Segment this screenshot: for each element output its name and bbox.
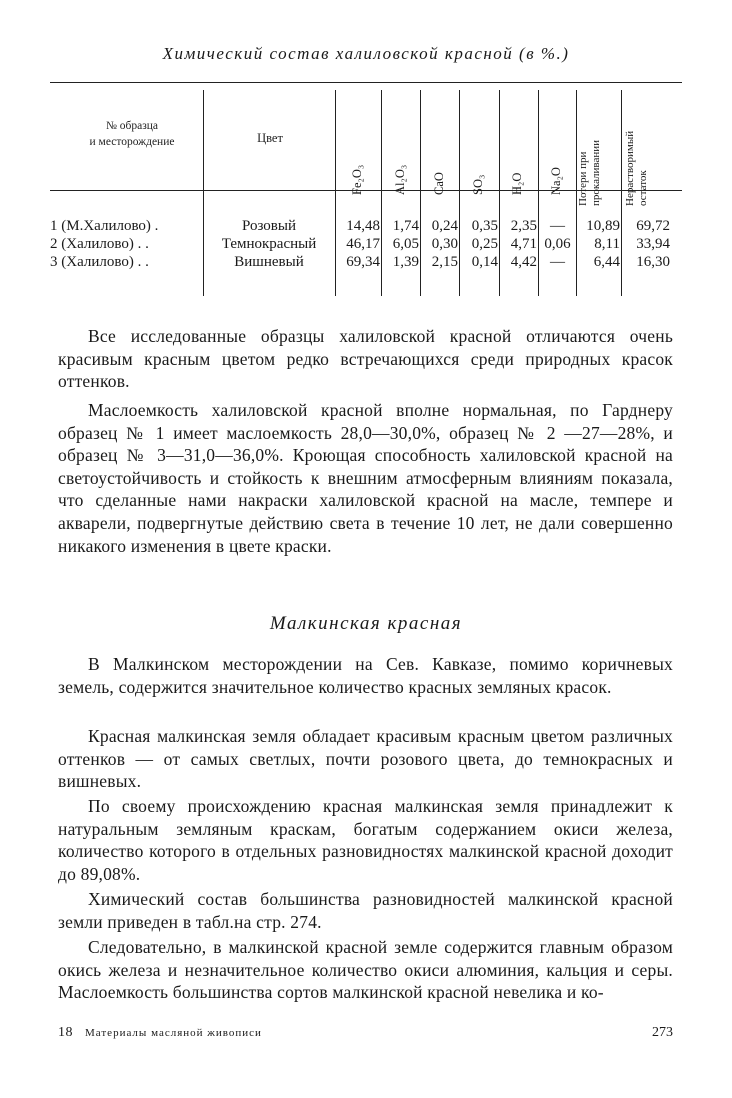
row2-fe2o3: 46,17	[346, 236, 380, 252]
header-sample	[72, 118, 192, 150]
row1-cao: 0,24	[431, 218, 458, 234]
header-sample-line2: и месторождение	[89, 136, 175, 148]
signature-number: 18	[58, 1025, 73, 1040]
row2-na2o: 0,06	[544, 236, 571, 252]
table-top-rule	[50, 82, 682, 83]
row1-insoluble: 69,72	[636, 218, 670, 234]
header-cao: CaO	[432, 172, 446, 195]
header-h2o: H₂O	[510, 172, 524, 195]
page-number: 273	[652, 1025, 673, 1040]
header-na2o: Na₂O	[549, 167, 563, 195]
paragraph-2: Маслоемкость халиловской красной вполне нормальная, по Гарднеру образец № 1 имеет маслоемкость 28,0—30,0%, образец № 2 —27—28%, и образец № 3—31,0—36,0%. Кроющая способность халиловской красной на светоустойчивость и стойкость к внешним атмосферным влияниям показала, что сделанные нами накраски халиловской красной на масле, темпере и акварели, подвергнутые действию света в течение 10 лет, не дали совершенно никакого изменения в цвете краски.	[58, 400, 673, 556]
paragraph-5: По своему происхождению красная малкинская земля принадлежит к натуральным земляным краскам, богатым содержанием окиси железа, количество которого в отдельных разновидностях малкинской красной доходит до 89,08%.	[58, 796, 673, 884]
row2-sample: 2 (Халилово) . .	[50, 236, 149, 252]
row2-cao: 0,30	[431, 236, 458, 252]
table-col-divider	[203, 90, 204, 296]
row1-h2o: 2,35	[510, 218, 537, 234]
paragraph-3: В Малкинском месторождении на Сев. Кавказе, помимо коричневых земель, содержится значительное количество красных земляных красок.	[58, 654, 673, 697]
row3-insoluble: 16,30	[636, 254, 670, 270]
footer-signature	[58, 1025, 262, 1041]
row3-h2o: 4,42	[510, 254, 537, 270]
header-insoluble-residue: Нерастворимый остаток	[624, 130, 649, 206]
row1-fe2o3: 14,48	[346, 218, 380, 234]
row1-color: Розовый	[242, 218, 296, 234]
row2-loss: 8,11	[594, 236, 620, 252]
row2-insoluble: 33,94	[636, 236, 670, 252]
row3-cao: 2,15	[431, 254, 458, 270]
paragraph-6: Химический состав большинства разновидностей малкинской красной земли приведен в табл.на стр. 274.	[58, 889, 673, 932]
header-loss-on-ignition: Потери при прокаливании	[577, 139, 602, 206]
row3-sample: 3 (Халилово) . .	[50, 254, 149, 270]
row1-na2o: —	[550, 218, 565, 234]
signature-text: Материалы масляной живописи	[85, 1027, 262, 1039]
paragraph-7: Следовательно, в малкинской красной земле содержится главным образом окись железа и незначительное количество окиси алюминия, кальция и серы. Маслоемкость большинства сортов малкинской красной невелика и ко-	[58, 937, 673, 1003]
header-sample-line1: № образца	[105, 120, 159, 132]
row1-sample: 1 (М.Халилово) .	[50, 218, 159, 234]
row2-so3: 0,25	[471, 236, 498, 252]
row1-so3: 0,35	[471, 218, 498, 234]
paragraph-1: Все исследованные образцы халиловской красной отличаются очень красивым красным цветом редко встречающихся среди природных красок оттенков.	[58, 326, 673, 392]
row3-so3: 0,14	[471, 254, 498, 270]
row2-al2o3: 6,05	[392, 236, 419, 252]
header-color: Цвет	[257, 131, 283, 145]
header-fe2o3: Fe₂O₃	[350, 164, 364, 195]
row3-loss: 6,44	[593, 254, 620, 270]
paragraph-4: Красная малкинская земля обладает красивым красным цветом различных оттенков — от самых светлых, почти розового цвета, до темнокрасных и вишневых.	[58, 726, 673, 792]
header-so3: SO₃	[471, 174, 485, 195]
row1-loss: 10,89	[586, 218, 620, 234]
row3-al2o3: 1,39	[392, 254, 419, 270]
row3-color: Вишневый	[234, 254, 304, 270]
row1-al2o3: 1,74	[392, 218, 419, 234]
row3-fe2o3: 69,34	[346, 254, 380, 270]
row2-color: Темнокрасный	[221, 236, 317, 252]
row3-na2o: —	[550, 254, 565, 270]
header-al2o3: Al₂O₃	[393, 164, 407, 195]
section-title: Малкинская красная	[269, 613, 463, 634]
table-title: Химический состав халиловской красной (в %.)	[162, 44, 570, 63]
row2-h2o: 4,71	[510, 236, 537, 252]
